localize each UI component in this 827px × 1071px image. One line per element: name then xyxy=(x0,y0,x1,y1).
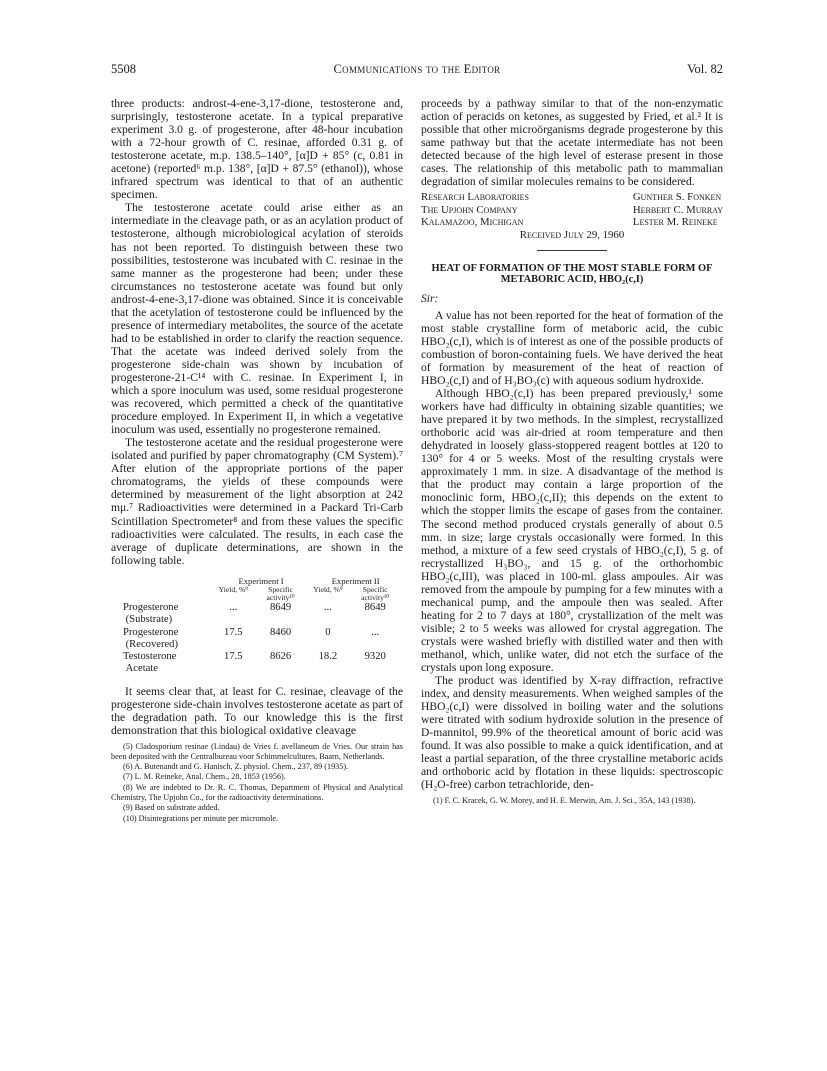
table-cell: ... xyxy=(229,602,238,614)
divider xyxy=(537,250,607,251)
table-header-activity: Specific activity¹⁰ xyxy=(361,584,390,602)
running-head: Communications to the Editor xyxy=(333,62,501,76)
paragraph: proceeds by a pathway similar to that of the non-enzymatic action of peracids on ketones, as suggested by Fried, et al.² It is possible that other microörganisms degrade progesterone by this same pathway but that the acetate intermediate has not been detected because of the high level of esterase present in those cases. The relationship of this metabolic path to mammalian degradation of similar molecules remains to be considered. xyxy=(421,97,723,189)
left-column xyxy=(111,97,403,824)
table-cell: ... xyxy=(371,626,380,638)
affiliation-line: The Upjohn Company xyxy=(421,203,518,216)
row-label: Progesterone xyxy=(123,602,179,614)
footnote: (5) Cladosporium resinae (Lindau) de Vries f. avellaneum de Vries. Our strain has been deposited with the Centralbureau voor Schimmelcultures, Baarn, Netherlands. xyxy=(111,741,403,761)
paragraph: The product was identified by X-ray diffraction, refractive index, and density measurements. When weighed samples of the HBO₂(c,I) were dissolved in boiling water and the solutions were titrated with sodium hydroxide solution in the presence of D-mannitol, 99.9% of the theoretical amount of boric acid was found. It was also possible to make a quick identification, and at least a partial separation, of the three crystalline metaboric acids and orthoboric acid by flotation in these liquids: spectroscopic (H₂O-free) carbon tetrachloride, den- xyxy=(421,674,723,792)
author-name: Gunther S. Fonken xyxy=(632,191,722,204)
table-header-yield: Yield, %⁹ xyxy=(218,584,248,594)
row-sublabel: Acetate xyxy=(125,663,159,675)
results-table xyxy=(123,577,403,676)
table-cell: 0 xyxy=(325,626,331,638)
salutation: Sir: xyxy=(421,291,439,305)
table-row xyxy=(123,602,403,626)
affiliation-line: Kalamazoo, Michigan xyxy=(421,216,524,229)
table-cell: 18.2 xyxy=(318,650,338,662)
table-cell: 8649 xyxy=(270,602,292,614)
table-row xyxy=(123,651,403,675)
affiliation-line: Research Laboratories xyxy=(421,191,529,204)
table-header-experiment-2: Experiment II xyxy=(331,575,380,586)
row-sublabel: (Substrate) xyxy=(125,614,173,626)
paragraph: three products: androst-4-ene-3,17-dione, testosterone and, surprisingly, testosterone acetate. In a typical preparative experiment 3.0 g. of progesterone, after 48-hour incubation with a 72-hour growth of C. resinae, afforded 0.31 g. of testosterone acetate, m.p. 138.5–140°, [α]D + 85° (c, 0.81 in acetone) (reported⁶ m.p. 138°, [α]D + 87.5° (ethanol)), whose infrared spectrum was identical to that of an authentic specimen. xyxy=(111,97,403,202)
author-name: Herbert C. Murray xyxy=(632,203,723,216)
paragraph: A value has not been reported for the heat of formation of the most stable crystalline form of metaboric acid, the cubic HBO₂(c,I), which is of interest as one of the possible products of combustion of boron-containing fuels. We have derived the heat of formation by measurement of the heat of reaction of HBO₂(c,I) and of H₃BO₃(c) with aqueous sodium hydroxide. xyxy=(421,308,723,388)
author-signature xyxy=(421,191,723,228)
table-cell: 8460 xyxy=(270,626,292,638)
footnote: (9) Based on substrate added. xyxy=(123,803,220,813)
footnote: (1) F. C. Kracek, G. W. Morey, and H. E. Merwin, Am. J. Sci., 35A, 143 (1938). xyxy=(433,795,696,805)
paragraph: The testosterone acetate and the residual progesterone were isolated and purified by paper chromatography (CM System).⁷ After elution of the appropriate portions of the paper chromatograms, the yields of these compounds were determined by measurement of the light absorption at 242 mμ.⁷ Radioactivities were determined in a Packard Tri-Carb Scintillation Spectrometer⁸ and from these values the specific radioactivities were calculated. The results, in each case the average of duplicate determinations, are shown in the following table. xyxy=(111,436,403,567)
footnote: (8) We are indebted to Dr. R. C. Thomas, Department of Physical and Analytical Chemistry, The Upjohn Co., for the radioactivity determinations. xyxy=(111,782,403,802)
footnote: (10) Disintegrations per minute per micromole. xyxy=(123,813,279,823)
table-cell: 17.5 xyxy=(224,626,243,638)
paragraph: Although HBO₂(c,I) has been prepared previously,¹ some workers have had difficulty in obtaining sizable quantities; we have prepared it by two methods. In the simplest, recrystallized orthoboric acid was air-dried at room temperature and then dehydrated in loosely glass-stoppered reagent bottles at 120 to 130° for 4 or 5 weeks. Most of the resulting crystals were approximately 1 mm. in size. A disadvantage of the method is that the product may contain a large proportion of the monoclinic form, HBO₂(c,II); this depends on the extent to which the stopper limits the escape of gases from the container. The second method produced crystals generally of about 0.5 mm. in size; large crystals occasionally were formed. In this method, a mixture of a few seed crystals of HBO₂(c,I), 5 g. of recrystallized H₃BO₃, and 15 g. of the orthorhombic HBO₂(c,III), was placed in 100-ml. glass ampoules. Air was removed from the ampoule by pumping for a few minutes with a mechanical pump, and the ampoule then was sealed. After heating for 2 to 7 days at 180°, crystallization of the melt was visible; 2 to 5 weeks was allowed for crystal aggregation. The crystals were washed briefly with distilled water and then with methanol, which, unlike water, did not etch the surface of the crystals upon long exposure. xyxy=(421,387,723,675)
table-cell: 8626 xyxy=(270,650,292,662)
paragraph: The testosterone acetate could arise either as an intermediate in the cleavage path, or as an acylation product of testosterone, although microbiological acylation of steroids has not been reported. To distinguish between these two possibilities, testosterone was incubated with C. resinae in the same manner as the progesterone had been; under these circumstances no testosterone acetate was found but only androst-4-ene-3,17-dione was obtained. Since it is conceivable that the acetylation of testosterone could be influenced by the presence of intermediary metabolites, the source of the acetate had to be established in order to clarify the reaction sequence. That the acetate was indeed derived solely from the progesterone side-chain was shown by incubation of progesterone-21-C¹⁴ with C. resinae. In Experiment I, in which a spore inoculum was used, some residual progesterone was recovered, which permitted a check of the quantitative procedure employed. In Experiment II, in which a vegetative inoculum was used, essentially no progesterone remained. xyxy=(111,201,403,437)
page-number: 5508 xyxy=(111,62,136,76)
right-column xyxy=(421,97,723,806)
row-label: Progesterone xyxy=(123,626,179,638)
page-header xyxy=(111,62,723,78)
row-sublabel: (Recovered) xyxy=(125,638,179,650)
received-date: Received July 29, 1960 xyxy=(519,228,625,241)
table-row xyxy=(123,627,403,651)
footnote: (7) L. M. Reineke, Anal. Chem., 28, 1853 (1956). xyxy=(123,772,286,782)
paragraph: It seems clear that, at least for C. resinae, cleavage of the progesterone side-chain involves testosterone acetate as part of the degradation path. To our knowledge this is the first demonstration that this biological oxidative cleavage xyxy=(111,685,403,738)
table-cell: 9320 xyxy=(364,650,386,662)
table-header-yield: Yield, %⁹ xyxy=(313,584,343,594)
table-cell: ... xyxy=(323,602,332,614)
table-cell: 17.5 xyxy=(224,650,243,662)
row-label: Testosterone xyxy=(123,650,177,662)
author-name: Lester M. Reineke xyxy=(632,216,718,229)
article-title: HEAT OF FORMATION OF THE MOST STABLE FORM OF METABORIC ACID, HBO₂(c,I) xyxy=(431,262,713,286)
table-header-experiment-1: Experiment I xyxy=(238,575,284,586)
table-header-activity: Specific activity¹⁰ xyxy=(266,584,295,602)
volume-label: Vol. 82 xyxy=(687,62,723,76)
table-cell: 8649 xyxy=(364,602,386,614)
footnote: (6) A. Butenandt and G. Hanisch, Z. physiol. Chem., 237, 89 (1935). xyxy=(123,762,349,772)
